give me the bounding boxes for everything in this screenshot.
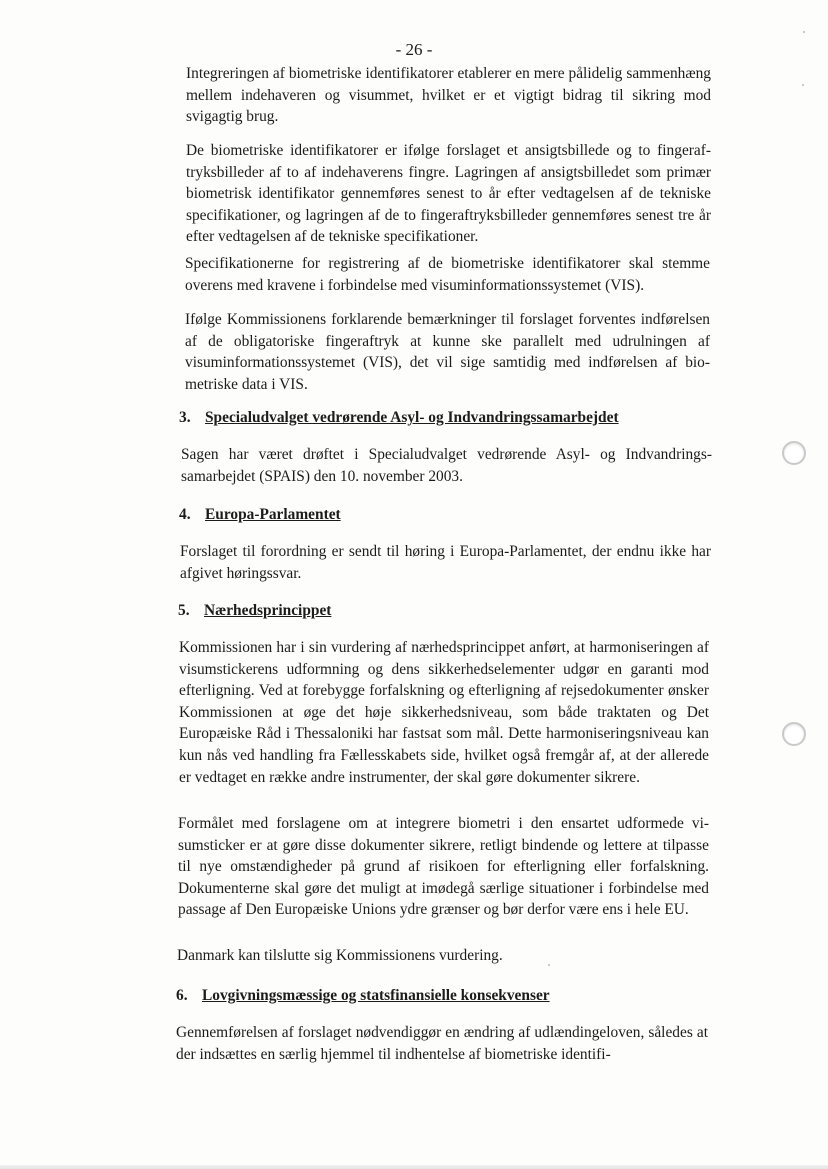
paragraph-european-parliament: Forslaget til forordning er sendt til høring i Europa-Parlamentet, der endnu ikke har afgivet høringssvar. [180, 543, 711, 582]
section-heading-5 [178, 600, 331, 621]
paragraph-biometric-identifiers: De biometriske identifikatorer er ifølge forslaget et ansigtsbillede og to fingeraftryksbilleder af to af indehaverens fingre. Lagringen af ansigtsbilledet som primær biometrisk identifikator gennemføres senest to år efter vedtagelsen af de tekniske specifikationer, og lagringen af de to fingeraftryksbilleder gennemføres senest tre år efter vedtagelsen af de tekniske specifikationer. [186, 142, 711, 246]
paragraph-spais: Sagen har været drøftet i Specialudvalget vedrørende Asyl- og Indvandringssamarbejdet (SPAIS) den 10. november 2003. [181, 446, 712, 485]
paragraph-purpose-of-proposals: Formålet med forslagene om at integrere biometri i den ensartet udformede visumsticker er at gøre disse dokumenter sikrere, retligt bindende og lettere at tilpasse til nye omstændigheder på grund af risikoen for efterligning eller forfalskning. Dokumenterne skal gøre det muligt at imødegå særlige situationer i forbindelse med passage af Den Europæiske Unions ydre grænser og bør derfor være ens i hele EU. [178, 815, 709, 919]
section-title: Lovgivningsmæssige og statsfinansielle konsekvenser [202, 987, 550, 1004]
paragraph-denmark-position: Danmark kan tilslutte sig Kommissionens vurdering. [177, 947, 503, 964]
section-heading-3 [179, 407, 619, 428]
section-number: 3. [179, 409, 191, 426]
scan-bottom-edge [0, 1165, 828, 1169]
paragraph-legislative-consequences: Gennemførelsen af forslaget nødvendiggør en ændring af udlændingeloven, således at der indsættes en særlig hjemmel til indhentelse af biometriske identifi- [176, 1024, 708, 1063]
section-title: Europa-Parlamentet [205, 506, 341, 523]
section-title: Nærhedsprincippet [204, 602, 332, 619]
scan-speck [548, 964, 550, 966]
section-heading-6 [176, 985, 550, 1006]
paragraph-subsidiarity-assessment: Kommissionen har i sin vurdering af nærhedsprincippet anført, at harmoniseringen af visumstickerens udformning og dens sikkerhedselementer udgør en garanti mod efterligning. Ved at forebygge forfalskning og efterligning af rejsedokumenter ønsker Kommissionen at øge det høje sikkerhedsniveau, som både traktaten og Det Europæiske Råd i Thessaloniki har fastsat som mål. Dette harmoniseringsniveau kan kun nås ved handling fra Fællesskabets side, hvilket også fremgår af, at der allerede er vedtaget en række andre instrumenter, der skal gøre dokumenter sikrere. [179, 639, 709, 786]
section-title: Specialudvalget vedrørende Asyl- og Indvandringssamarbejdet [205, 409, 619, 426]
punch-hole-top [782, 441, 806, 465]
scan-speck [803, 31, 805, 33]
page-number: - 26 - [395, 40, 433, 59]
punch-hole-bottom [782, 722, 806, 746]
section-number: 6. [176, 987, 188, 1004]
section-heading-4 [179, 504, 341, 525]
scan-speck [802, 84, 804, 86]
section-number: 5. [178, 602, 190, 619]
section-number: 4. [179, 506, 191, 523]
paragraph-registration-specifications: Specifikationerne for registrering af de biometriske identifikatorer skal stemme overens med kravene i forbindelse med visuminformationssystemet (VIS). [185, 255, 710, 294]
paragraph-biometric-integration: Integreringen af biometriske identifikatorer etablerer en mere pålidelig sammenhæng mellem indehaveren og visummet, hvilket er et vigtigt bidrag til sikring mod svigagtig brug. [186, 65, 711, 126]
paragraph-commission-remarks: Ifølge Kommissionens forklarende bemærkninger til forslaget forventes indførelsen af de obligatoriske fingeraftryk at kunne ske parallelt med udrulningen af visuminformationssystemet (VIS), det vil sige samtidig med indførelsen af biometriske data i VIS. [185, 311, 710, 393]
